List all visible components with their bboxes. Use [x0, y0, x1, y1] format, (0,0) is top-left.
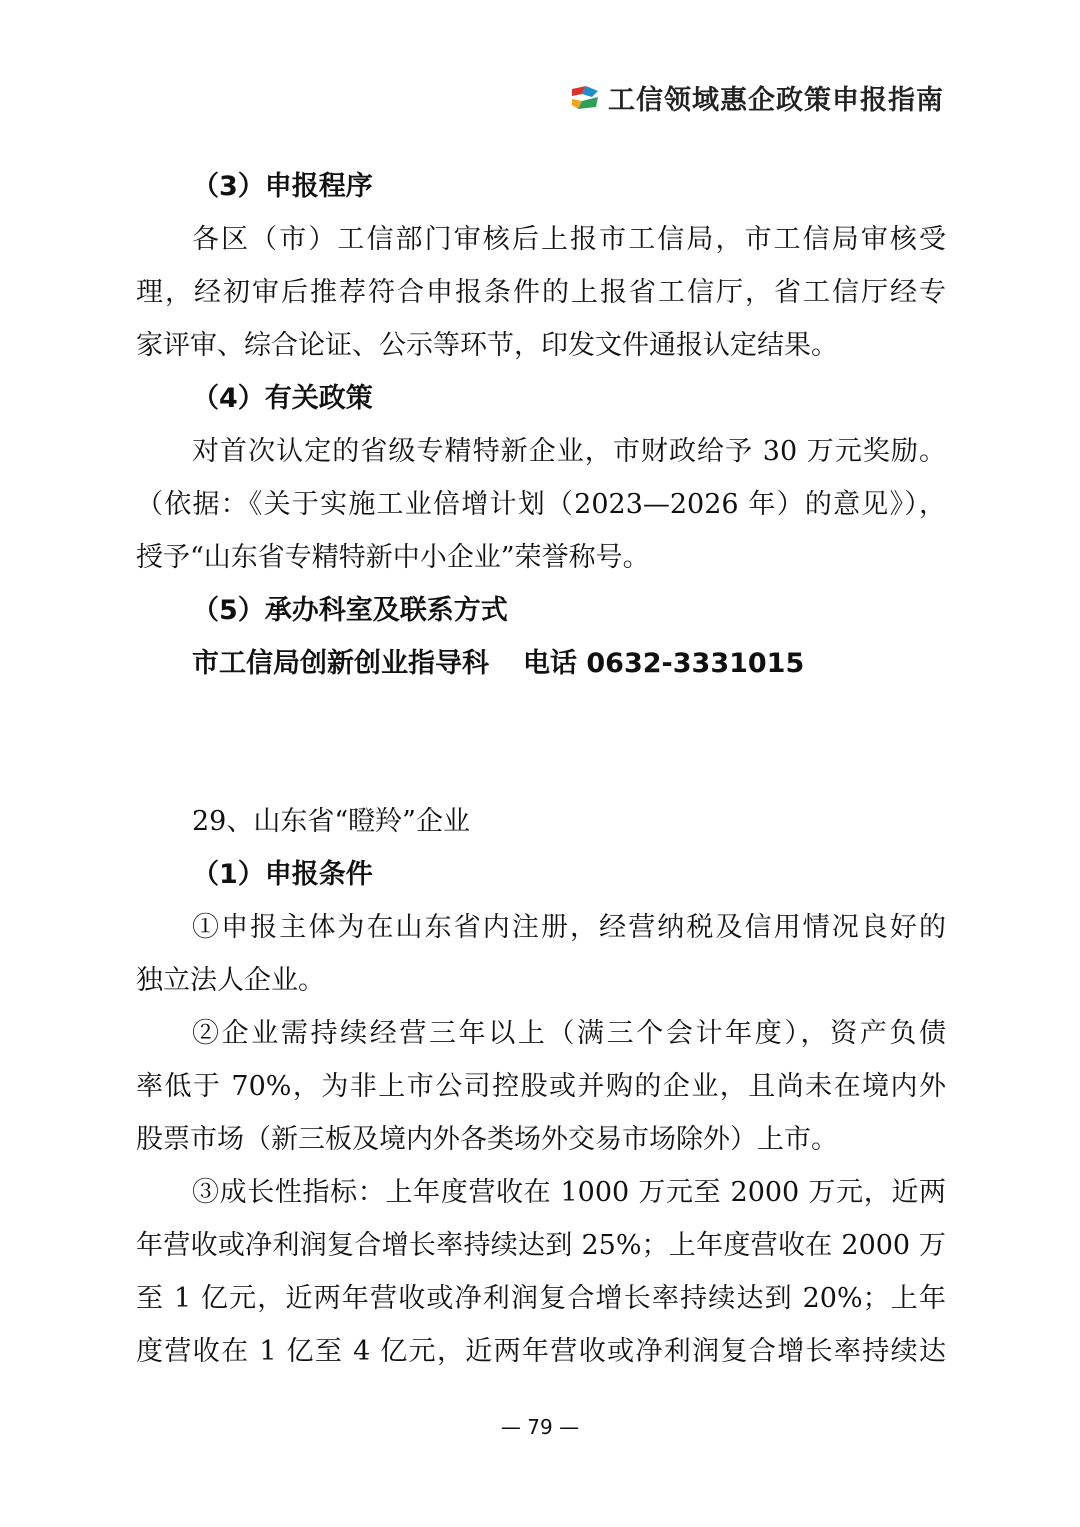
- contact-phone: 电话 0632-3331015: [523, 648, 805, 679]
- section-29-title: 29、山东省“瞪羚”企业: [192, 806, 470, 837]
- policy-line-1: 对首次认定的省级专精特新企业，市财政给予 30 万元奖励。: [192, 436, 946, 467]
- conditions-heading: （1）申报条件: [192, 859, 373, 890]
- item1-line-2: 独立法人企业。: [136, 965, 325, 996]
- section-spacer: [136, 690, 946, 795]
- procedure-heading: （3）申报程序: [192, 171, 373, 202]
- item3-line-3: 至 1 亿元，近两年营收或净利润复合增长率持续达到 20%；上年: [136, 1283, 946, 1314]
- item1-line-1: ①申报主体为在山东省内注册，经营纳税及信用情况良好的: [192, 912, 946, 943]
- contact-line: [136, 637, 946, 690]
- procedure-line-2: 理，经初审后推荐符合申报条件的上报省工信厅，省工信厅经专: [136, 277, 946, 308]
- procedure-line-3: 家评审、综合论证、公示等环节，印发文件通报认定结果。: [136, 330, 838, 361]
- item2-line-1: ②企业需持续经营三年以上（满三个会计年度），资产负债: [192, 1018, 946, 1049]
- item2-line-3: 股票市场（新三板及境内外各类场外交易市场除外）上市。: [136, 1124, 838, 1155]
- procedure-line-1: 各区（市）工信部门审核后上报市工信局，市工信局审核受: [192, 224, 946, 255]
- policy-line-3: 授予“山东省专精特新中小企业”荣誉称号。: [136, 542, 650, 573]
- item2-line-2: 率低于 70%，为非上市公司控股或并购的企业，且尚未在境内外: [136, 1071, 946, 1102]
- item3-line-1: ③成长性指标：上年度营收在 1000 万元至 2000 万元，近两: [192, 1177, 946, 1208]
- policy-heading: （4）有关政策: [192, 383, 373, 414]
- policy-line-2: （依据：《关于实施工业倍增计划（2023—2026 年）的意见》），: [136, 489, 946, 520]
- header-title: 工信领域惠企政策申报指南: [608, 85, 944, 116]
- contact-office: 市工信局创新创业指导科: [192, 648, 489, 679]
- contact-heading: （5）承办科室及联系方式: [192, 595, 508, 626]
- policy-logo-icon: [570, 85, 600, 111]
- page-header: [570, 78, 944, 117]
- page-content: [136, 160, 946, 1378]
- item3-line-2: 年营收或净利润复合增长率持续达到 25%；上年度营收在 2000 万: [136, 1230, 946, 1261]
- item3-line-4: 度营收在 1 亿至 4 亿元，近两年营收或净利润复合增长率持续达: [136, 1336, 946, 1367]
- page-number: — 79 —: [500, 1415, 580, 1439]
